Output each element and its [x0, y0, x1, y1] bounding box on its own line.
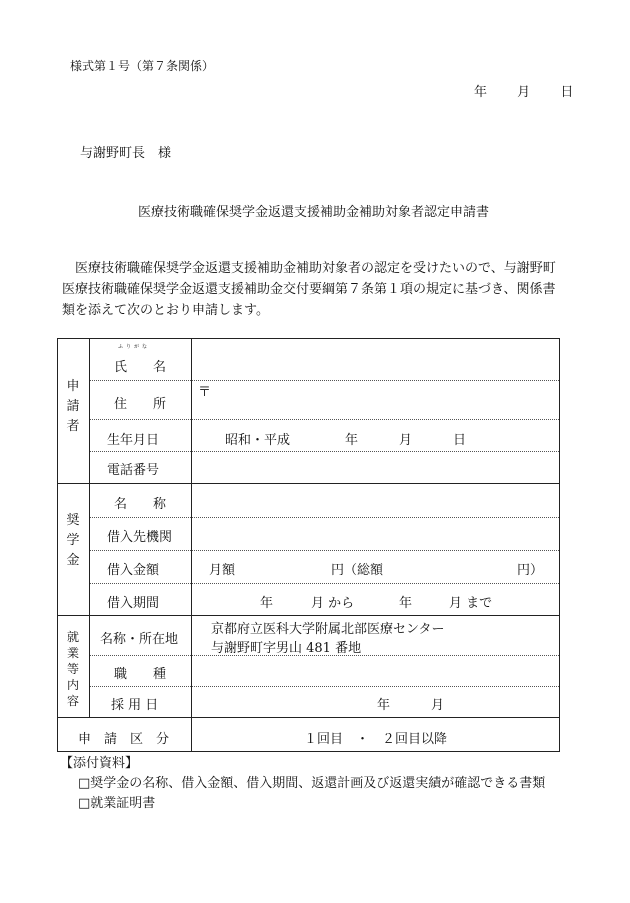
name-label: 氏 名 — [114, 360, 167, 375]
application-category-options: １回目 ・ ２回目以降 — [304, 732, 448, 747]
lender-label: 借入先機関 — [107, 530, 173, 545]
application-category-label: 申 請 区 分 — [78, 732, 170, 747]
address-label: 住 所 — [114, 397, 167, 412]
period-end-month: 月 まで — [449, 596, 493, 611]
addressee: 与謝野町長 様 — [80, 146, 172, 161]
attachments — [60, 754, 545, 814]
date-month: 月 — [517, 85, 531, 100]
statement-line-3: 類を添えて次のとおり申請します。 — [62, 303, 269, 318]
section-employment: 就 業 等 内 容 — [66, 630, 79, 708]
attachment-item: □奨学金の名称、借入金額、借入期間、返還計画及び返還実績が確認できる書類 — [78, 776, 546, 791]
workplace-label: 名称・所在地 — [100, 632, 179, 647]
application-statement — [62, 258, 562, 321]
monthly-label: 月額 — [209, 563, 236, 578]
workplace-address: 与謝野町字男山 481 番地 — [211, 641, 362, 656]
section-applicant: 申 請 者 — [66, 379, 80, 434]
birth-era: 昭和・平成 — [225, 433, 291, 448]
birth-year: 年 — [345, 433, 359, 448]
period-end-year: 年 — [399, 596, 413, 611]
job-type-label: 職 種 — [114, 667, 167, 682]
loan-amount-label: 借入金額 — [107, 563, 160, 578]
workplace-name: 京都府立医科大学附属北部医療センター — [211, 622, 445, 637]
hire-month: 月 — [431, 698, 445, 713]
statement-line-1: 医療技術職確保奨学金返還支援補助金補助対象者の認定を受けたいので、与謝野町 — [75, 261, 556, 276]
total-yen-label: 円（総額 — [331, 563, 384, 578]
birth-day: 日 — [453, 433, 467, 448]
birthdate-label: 生年月日 — [107, 433, 160, 448]
document-title: 医療技術職確保奨学金返還支援補助金補助対象者認定申請書 — [138, 205, 490, 220]
date-day: 日 — [560, 85, 574, 100]
hire-year: 年 — [377, 698, 391, 713]
date-year: 年 — [474, 85, 488, 100]
period-start-year: 年 — [260, 596, 274, 611]
form-number: 様式第１号（第７条関係） — [70, 59, 215, 73]
attachments-heading: 【添付資料】 — [60, 756, 139, 771]
application-form-table — [57, 338, 560, 752]
phone-label: 電話番号 — [107, 463, 160, 478]
statement-line-2: 医療技術職確保奨学金返還支援補助金交付要綱第７条第１項の規定に基づき、関係書 — [62, 282, 556, 297]
furigana-label: ふりがな — [118, 344, 151, 350]
application-date — [474, 81, 573, 100]
yen-close-label: 円） — [517, 563, 544, 578]
loan-period-label: 借入期間 — [107, 596, 160, 611]
attachment-item: □就業証明書 — [78, 796, 156, 811]
scholarship-name-label: 名 称 — [114, 497, 167, 512]
period-start-month: 月 から — [311, 596, 355, 611]
birth-month: 月 — [399, 433, 413, 448]
hire-date-label: 採 用 日 — [111, 698, 159, 713]
postal-mark: 〒 — [198, 385, 212, 400]
section-scholarship: 奨 学 金 — [66, 513, 80, 568]
